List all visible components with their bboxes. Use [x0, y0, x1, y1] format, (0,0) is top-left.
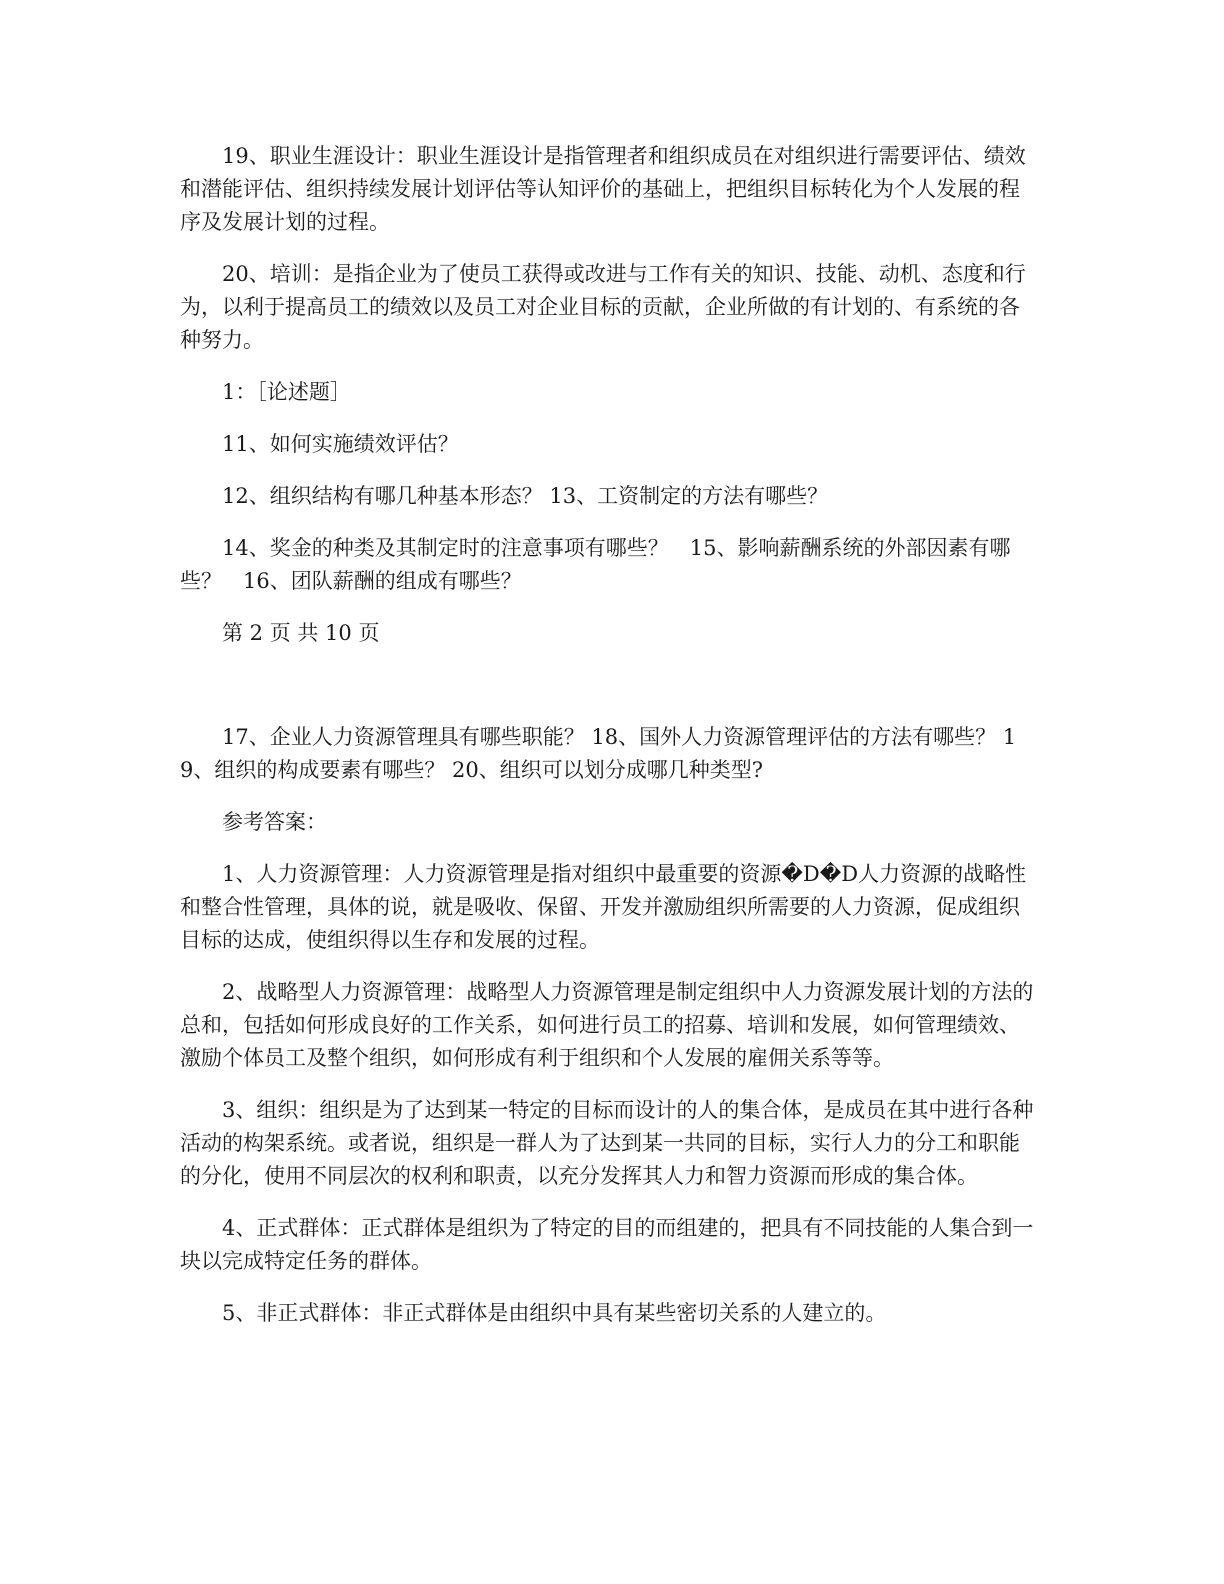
answer-3: 3、组织：组织是为了达到某一特定的目标而设计的人的集合体，是成员在其中进行各种活动的构架系统。或者说，组织是一群人为了达到某一共同的目标，实行人力的分工和职能的分化，使用不同层次的权利和职责，以充分发挥其人力和智力资源而形成的集合体。 [180, 1098, 1034, 1188]
document-body [180, 140, 1040, 1349]
answer-5: 5、非正式群体：非正式群体是由组织中具有某些密切关系的人建立的。 [222, 1301, 887, 1325]
answers-heading: 参考答案： [222, 810, 327, 834]
paragraph-training: 20、培训：是指企业为了使员工获得或改进与工作有关的知识、技能、动机、态度和行为，以利于提高员工的绩效以及员工对企业目标的贡献，企业所做的有计划的、有系统的各种努力。 [180, 262, 1026, 352]
questions-12-13: 12、组织结构有哪几种基本形态？ 13、工资制定的方法有哪些？ [222, 484, 829, 508]
blank-line [180, 669, 1040, 702]
answer-1: 1、人力资源管理：人力资源管理是指对组织中最重要的资源�D�D人力资源的战略性和整合性管理，具体的说，就是吸收、保留、开发并激励组织所需要的人力资源，促成组织目标的达成，使组织得以生存和发展的过程。 [180, 862, 1027, 952]
answer-4: 4、正式群体：正式群体是组织为了特定的目的而组建的，把具有不同技能的人集合到一块以完成特定任务的群体。 [180, 1216, 1034, 1273]
questions-17-20: 17、企业人力资源管理具有哪些职能？ 18、国外人力资源管理评估的方法有哪些？ 19、组织的构成要素有哪些？ 20、组织可以划分成哪几种类型? [180, 725, 1017, 782]
paragraph-career-design: 19、职业生涯设计：职业生涯设计是指管理者和组织成员在对组织进行需要评估、绩效和潜能评估、组织持续发展计划评估等认知评价的基础上，把组织目标转化为个人发展的程序及发展计划的过程。 [180, 144, 1026, 234]
questions-14-16: 14、奖金的种类及其制定时的注意事项有哪些？ 15、影响薪酬系统的外部因素有哪些？ 16、团队薪酬的组成有哪些？ [180, 536, 1011, 593]
answer-2: 2、战略型人力资源管理：战略型人力资源管理是制定组织中人力资源发展计划的方法的总和，包括如何形成良好的工作关系，如何进行员工的招募、培训和发展，如何管理绩效、激励个体员工及整个组织，如何形成有利于组织和个人发展的雇佣关系等等。 [180, 980, 1034, 1070]
question-11: 11、如何实施绩效评估？ [222, 432, 459, 456]
section-heading-essay: 1：［论述题］ [222, 380, 351, 404]
page-number: 第 2 页 共 10 页 [222, 621, 380, 645]
